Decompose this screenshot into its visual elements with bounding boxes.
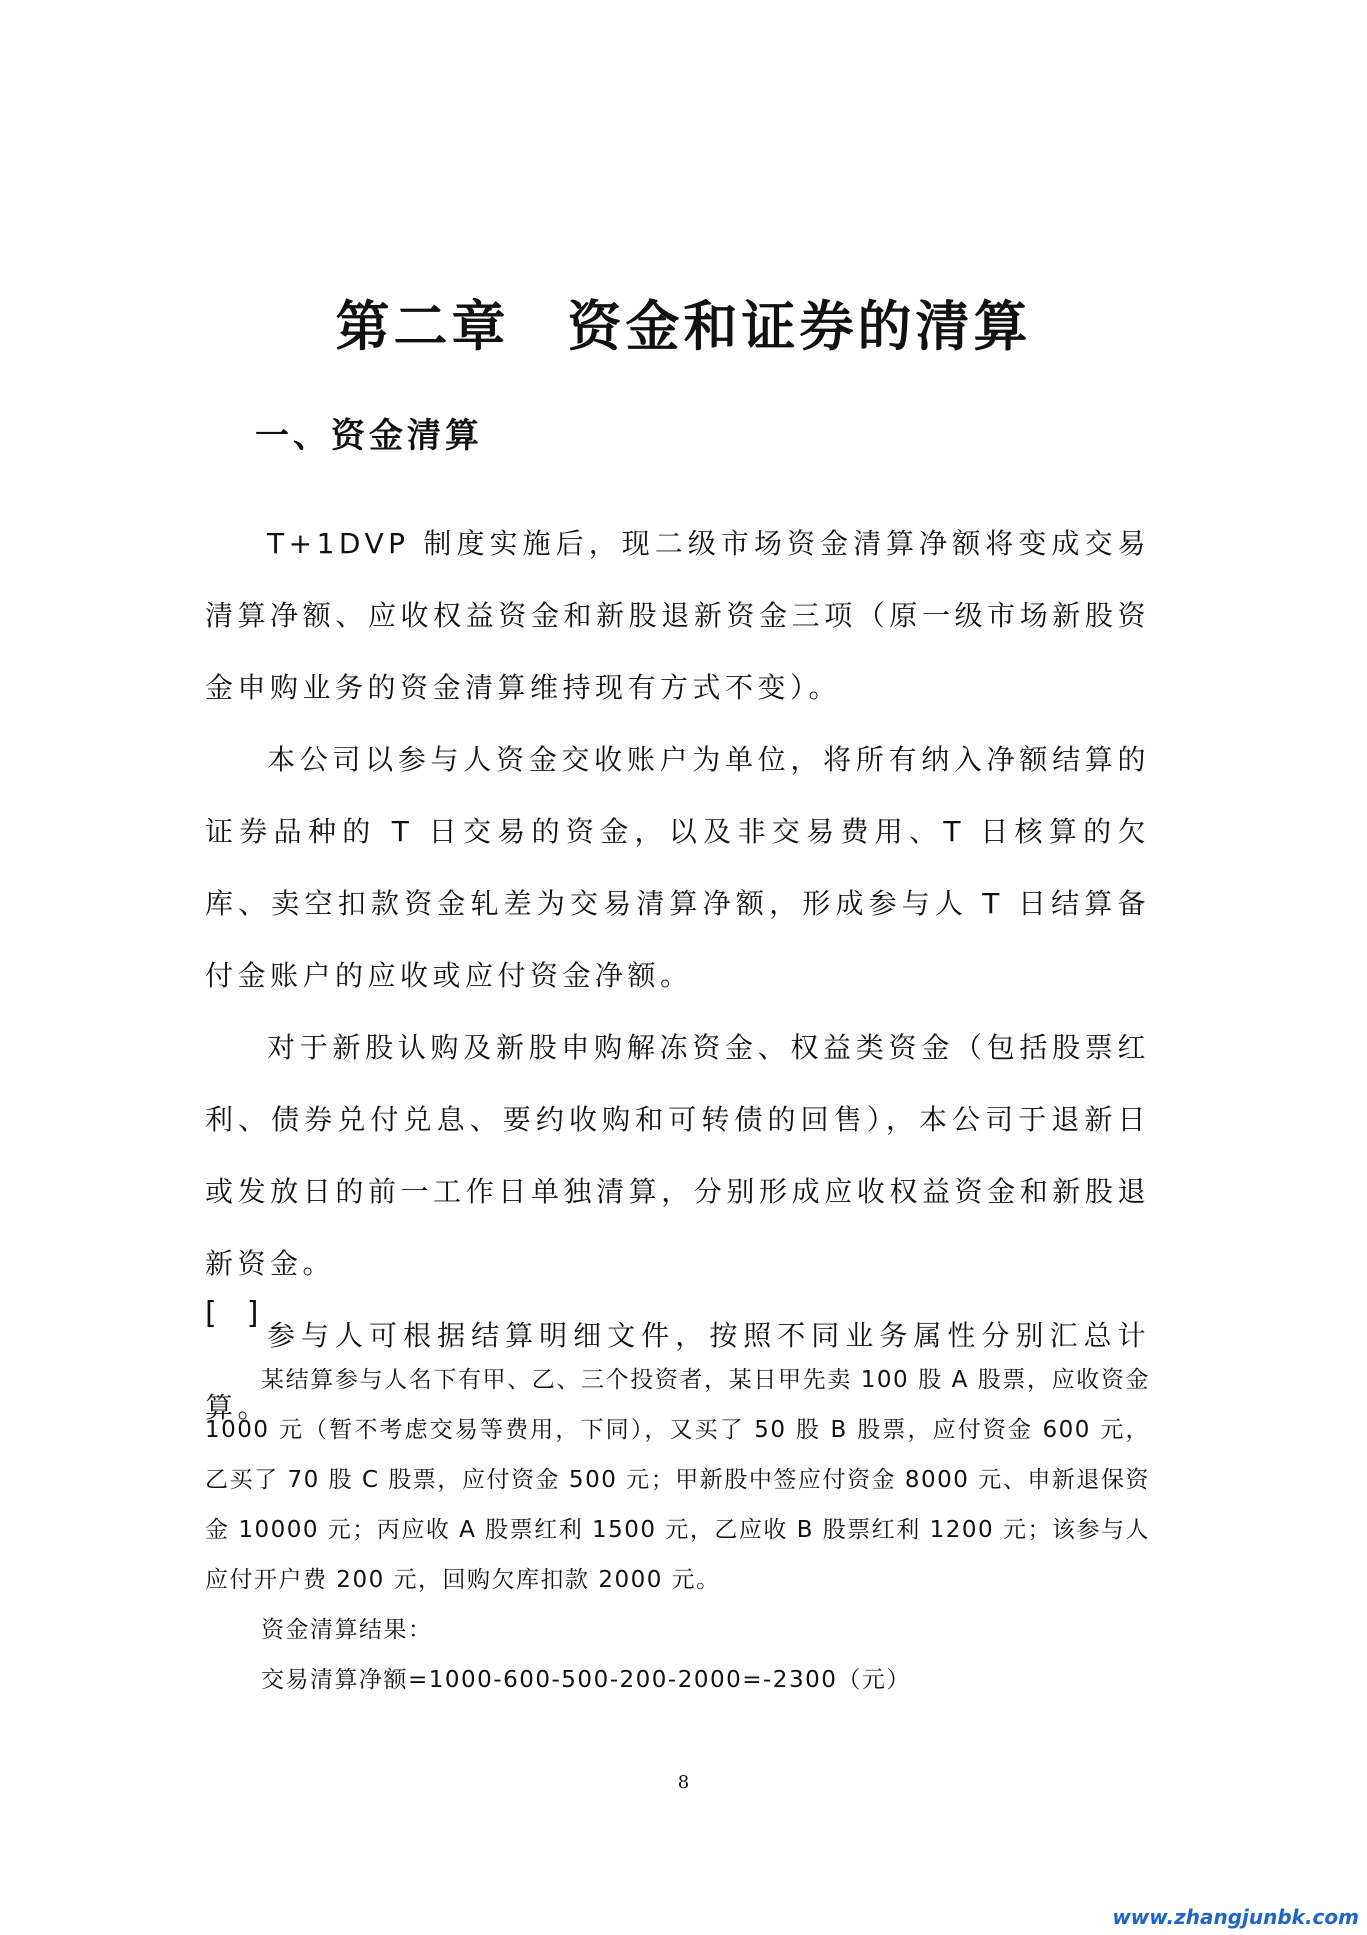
example-text: 某结算参与人名下有甲、乙、三个投资者，某日甲先卖 100 股 A 股票，应收资金 1000 元（暂不考虑交易等费用，下同），又买了 50 股 B 股票，应付资金 600 元，乙买了 70 股 C 股票，应付资金 500 元；甲新股中签应付资金 8000 元、申新退保资金 10000 元；丙应收 A 股票红利 1500 元，乙应收 B 股票红利 1200 元；该参与人应付开户费 200 元，回购欠库扣款 2000 元。 <box>205 1367 1150 1593</box>
paragraph: 本公司以参与人资金交收账户为单位，将所有纳入净额结算的证券品种的 T 日交易的资金，以及非交易费用、T 日核算的欠库、卖空扣款资金轧差为交易清算净额，形成参与人 T 日结算备付金账户的应收或应付资金净额。 <box>205 743 1150 992</box>
section-title: 一、资金清算 <box>255 416 483 456</box>
body-text <box>205 508 1150 1444</box>
result-label: 资金清算结果： <box>261 1617 433 1643</box>
example-block <box>205 1355 1150 1705</box>
result-formula: 交易清算净额=1000-600-500-200-2000=-2300（元） <box>261 1667 911 1693</box>
page-number: 8 <box>677 1772 690 1793</box>
example-bracket: [ ] <box>205 1296 259 1331</box>
paragraph: 参与人可根据结算明细文件，按照不同业务属性分别汇总计算。 <box>205 1319 1150 1424</box>
chapter-title: 第二章 资金和证券的清算 <box>335 294 1032 358</box>
paragraph: 对于新股认购及新股申购解冻资金、权益类资金（包括股票红利、债券兑付兑息、要约收购和可转债的回售），本公司于退新日或发放日的前一工作日单独清算，分别形成应收权益资金和新股退新资金。 <box>205 1031 1150 1280</box>
watermark-link[interactable]: www.zhangjunbk.com <box>1112 1905 1359 1929</box>
paragraph: T+1DVP 制度实施后，现二级市场资金清算净额将变成交易清算净额、应收权益资金和新股退新资金三项（原一级市场新股资金申购业务的资金清算维持现有方式不变）。 <box>205 527 1150 704</box>
